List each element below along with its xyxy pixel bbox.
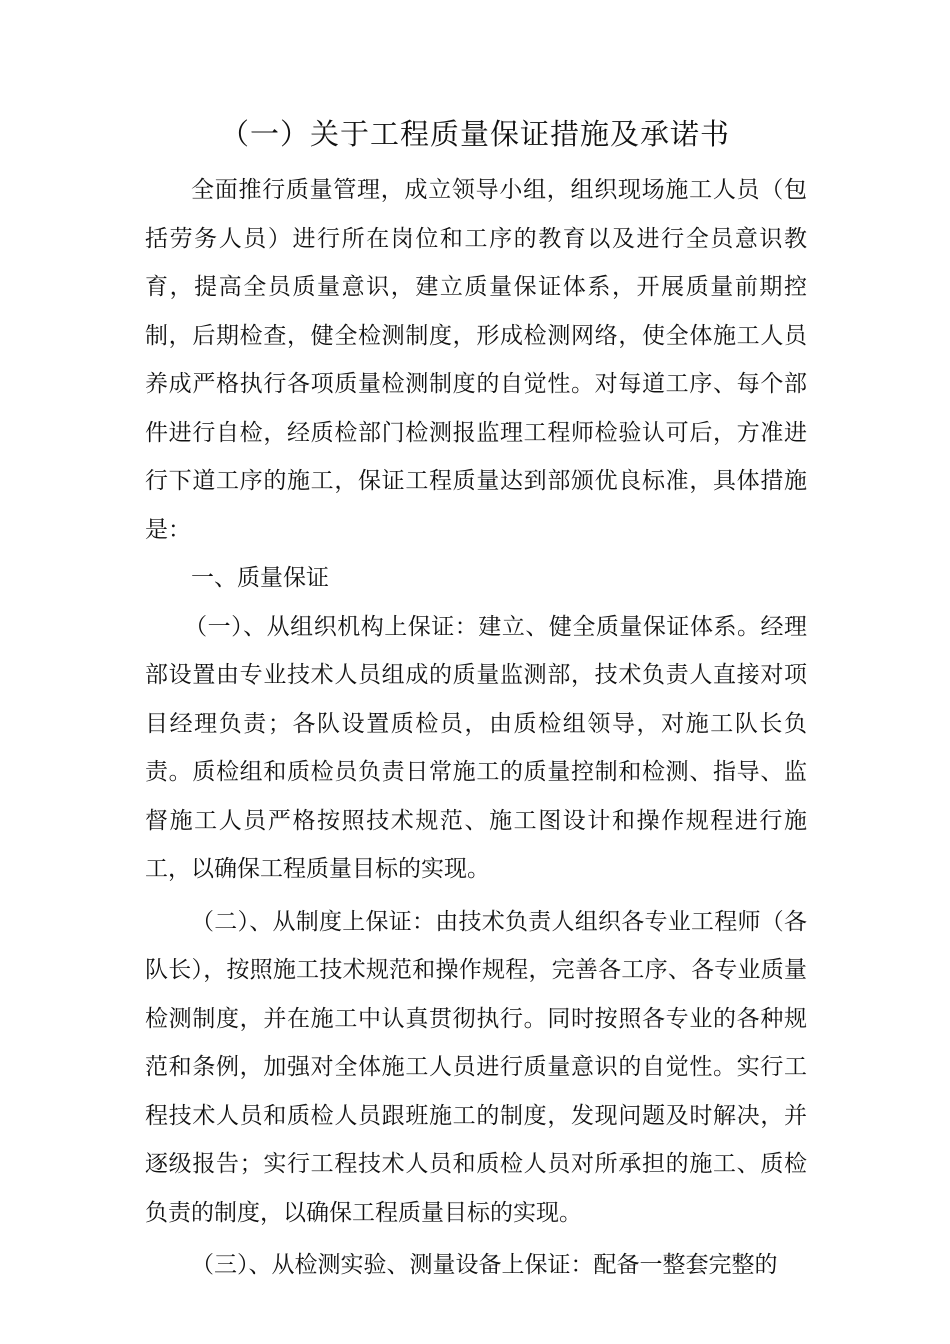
system-paragraph: （二）、从制度上保证：由技术负责人组织各专业工程师（各队长），按照施工技术规范和操作规程，完善各工序、各专业质量检测制度，并在施工中认真贯彻执行。同时按照各专业的各种规范和条例，加强对全体施工人员进行质量意识的自觉性。实行工程技术人员和质检人员跟班施工的制度，发现问题及时解决，并逐级报告；实行工程技术人员和质检人员对所承担的施工、质检负责的制度，以确保工程质量目标的实现。	[145, 908, 807, 1226]
organization-paragraph: （一）、从组织机构上保证：建立、健全质量保证体系。经理部设置由专业技术人员组成的质量监测部，技术负责人直接对项目经理负责；各队设置质检员，由质检组领导，对施工队长负责。质检组和质检员负责日常施工的质量控制和检测、指导、监督施工人员严格按照技术规范、施工图设计和操作规程进行施工，以确保工程质量目标的实现。	[145, 613, 807, 882]
document-title: （一）关于工程质量保证措施及承诺书	[219, 117, 730, 151]
section-heading: 一、质量保证	[191, 565, 329, 591]
intro-paragraph: 全面推行质量管理，成立领导小组，组织现场施工人员（包括劳务人员）进行所在岗位和工序的教育以及进行全员意识教育，提高全员质量意识，建立质量保证体系，开展质量前期控制，后期检查，健全检测制度，形成检测网络，使全体施工人员养成严格执行各项质量检测制度的自觉性。对每道工序、每个部件进行自检，经质检部门检测报监理工程师检验认可后，方准进行下道工序的施工，保证工程质量达到部颁优良标准，具体措施是：	[145, 177, 807, 543]
document-body	[145, 166, 807, 1290]
testing-paragraph: （三）、从检测实验、测量设备上保证：配备一整套完整的	[191, 1252, 778, 1278]
